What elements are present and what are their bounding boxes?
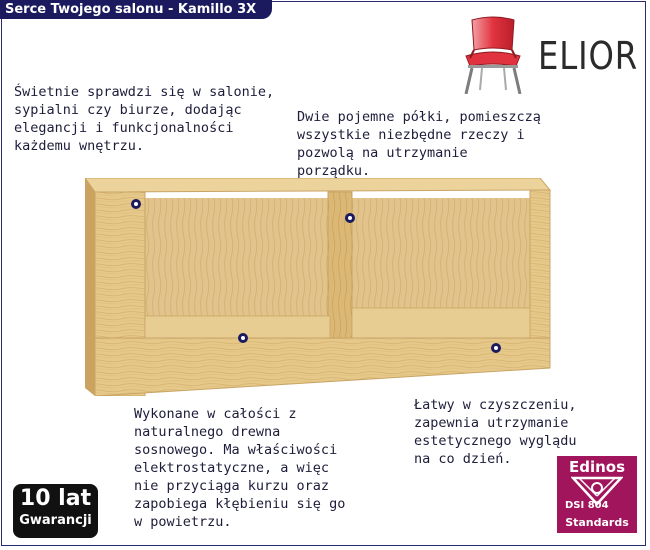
callout-dot-bottom-right [491, 343, 501, 353]
warranty-years: 10 lat [19, 486, 92, 511]
logo-text: ELIOR [538, 34, 639, 78]
note-bottom-left: Wykonane w całości z naturalnego drewna sosnowego. Ma właściwości elektrostatyczne, a więc nie przyciąga kurzu oraz zapobiega kłębieniu się go w powietrzu. [134, 406, 346, 530]
red-chair-icon [458, 16, 528, 94]
note-top-left: Świetnie sprawdzi się w salonie, sypialni czy biurze, dodając elegancji i funkcjonalności każdemu wnętrzu. [14, 84, 275, 154]
warranty-label: Gwarancji [19, 513, 92, 528]
warranty-badge [13, 484, 98, 538]
cert-code: DSI 804 [565, 500, 609, 511]
cert-brand: Edinos [568, 458, 626, 476]
certification-badge [557, 456, 637, 533]
callout-dot-top-left [131, 199, 141, 209]
shelf-illustration [85, 178, 555, 396]
note-top-right: Dwie pojemne półki, pomieszczą wszystkie niezbędne rzeczy i pozwolą na utrzymanie porządku. [297, 109, 541, 179]
cert-label: Standards [565, 516, 629, 529]
note-bottom-right: Łatwy w czyszczeniu, zapewnia utrzymanie estetycznego wyglądu na co dzień. [414, 397, 577, 467]
elior-logo [458, 16, 638, 96]
page-title: Serce Twojego salonu - Kamillo 3X [0, 0, 272, 19]
callout-dot-top-right [345, 213, 355, 223]
callout-dot-bottom-left [238, 333, 248, 343]
